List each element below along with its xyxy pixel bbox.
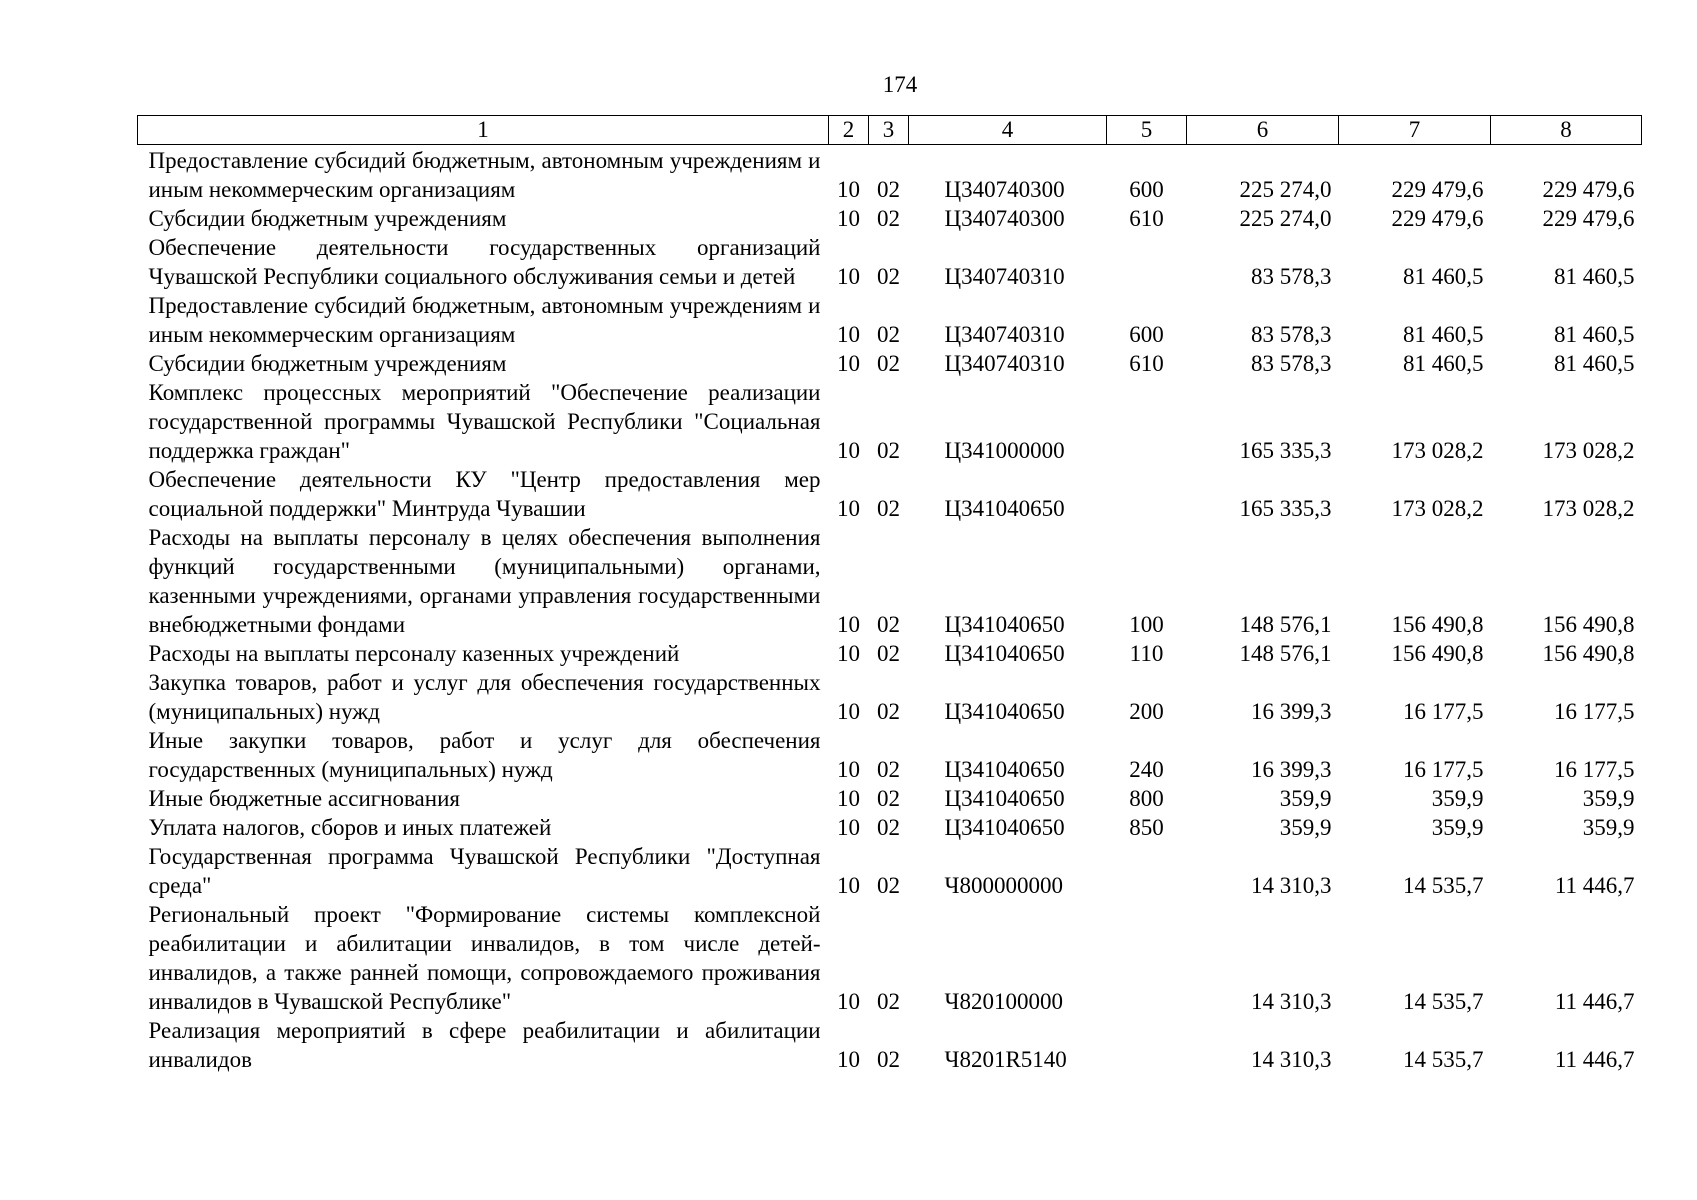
cell-year3: 16 177,5 [1554,757,1635,782]
cell-target-article: Ц341040650 [944,612,1065,637]
cell-expense-type: 600 [1129,177,1164,202]
cell-name: Расходы на выплаты персоналу в целях обеспечения выполнения функций государственными (муниципальными) органами, казенными учреждениями, органами управления государственными внебюджетными фондами [148,525,821,637]
cell-year2: 81 460,5 [1403,351,1484,376]
cell-year2: 14 535,7 [1403,873,1484,898]
cell-target-article: Ц340740310 [944,264,1065,289]
cell-expense-type [1107,233,1187,291]
table-row [138,900,1642,1016]
cell-subsection: 02 [877,815,900,840]
table-row [138,1016,1642,1074]
cell-year3: 359,9 [1582,786,1635,811]
cell-year1: 16 399,3 [1251,699,1332,724]
cell-expense-type: 850 [1129,815,1164,840]
cell-year2: 359,9 [1431,786,1484,811]
cell-year2: 81 460,5 [1403,264,1484,289]
cell-year3: 11 446,7 [1554,989,1635,1014]
col-header-section: 2 [829,116,869,145]
col-header-target-article: 4 [909,116,1107,145]
cell-subsection: 02 [877,699,900,724]
cell-section: 10 [837,612,860,637]
cell-section: 10 [837,1047,860,1072]
cell-target-article: Ц341000000 [944,438,1065,463]
cell-section: 10 [837,873,860,898]
cell-expense-type: 110 [1129,641,1164,666]
cell-target-article: Ч820100000 [944,989,1063,1014]
cell-name: Обеспечение деятельности государственных организаций Чувашской Республики социального обслуживания семьи и детей [148,235,821,289]
table-row [138,523,1642,639]
cell-section: 10 [837,786,860,811]
table-row [138,291,1642,349]
cell-name: Субсидии бюджетным учреждениям [148,351,507,376]
cell-year2: 16 177,5 [1403,757,1484,782]
cell-name: Иные закупки товаров, работ и услуг для обеспечения государственных (муниципальных) нужд [148,728,821,782]
table-row [138,784,1642,813]
cell-year1: 14 310,3 [1251,873,1332,898]
table-row [138,349,1642,378]
cell-target-article: Ц341040650 [944,699,1065,724]
cell-name: Региональный проект "Формирование системы комплексной реабилитации и абилитации инвалидов, в том числе детей-инвалидов, а также ранней помощи, сопровождаемого проживания инвалидов в Чувашской Республике" [148,902,821,1014]
cell-name: Государственная программа Чувашской Республики "Доступная среда" [148,844,821,898]
col-header-year3: 8 [1491,116,1642,145]
cell-subsection: 02 [877,1047,900,1072]
cell-name: Предоставление субсидий бюджетным, автономным учреждениям и иным некоммерческим организациям [148,148,821,202]
cell-year2: 14 535,7 [1403,989,1484,1014]
cell-target-article: Ц340740310 [944,351,1065,376]
cell-year1: 148 576,1 [1239,612,1332,637]
cell-year1: 165 335,3 [1239,438,1332,463]
cell-year3: 16 177,5 [1554,699,1635,724]
table-row [138,378,1642,465]
cell-name: Комплекс процессных мероприятий "Обеспечение реализации государственной программы Чувашской Республики "Социальная поддержка граждан" [148,380,821,463]
cell-name: Обеспечение деятельности КУ "Центр предоставления мер социальной поддержки" Минтруда Чувашии [148,467,821,521]
cell-year1: 225 274,0 [1239,206,1332,231]
cell-section: 10 [837,496,860,521]
cell-year3: 156 490,8 [1542,641,1635,666]
cell-year2: 173 028,2 [1391,438,1484,463]
cell-year1: 148 576,1 [1239,641,1332,666]
cell-year1: 83 578,3 [1251,351,1332,376]
cell-subsection: 02 [877,786,900,811]
cell-expense-type: 600 [1129,322,1164,347]
table-row [138,813,1642,842]
cell-section: 10 [837,641,860,666]
table-row [138,668,1642,726]
cell-year1: 14 310,3 [1251,989,1332,1014]
cell-year2: 173 028,2 [1391,496,1484,521]
table-row [138,145,1642,205]
cell-year1: 359,9 [1279,786,1332,811]
cell-section: 10 [837,264,860,289]
cell-year2: 156 490,8 [1391,612,1484,637]
cell-year1: 14 310,3 [1251,1047,1332,1072]
cell-target-article: Ц340740300 [944,177,1065,202]
table-row [138,726,1642,784]
cell-target-article: Ц341040650 [944,641,1065,666]
cell-year2: 229 479,6 [1391,206,1484,231]
cell-year2: 14 535,7 [1403,1047,1484,1072]
cell-subsection: 02 [877,322,900,347]
budget-table [137,115,1642,1074]
cell-section: 10 [837,757,860,782]
col-header-name: 1 [138,116,829,145]
cell-year2: 229 479,6 [1391,177,1484,202]
table-row [138,639,1642,668]
cell-target-article: Ц340740300 [944,206,1065,231]
cell-year3: 359,9 [1582,815,1635,840]
cell-section: 10 [837,815,860,840]
cell-expense-type [1107,842,1187,900]
cell-name: Субсидии бюджетным учреждениям [148,206,507,231]
table-body [138,145,1642,1075]
cell-expense-type [1107,900,1187,1016]
cell-year3: 173 028,2 [1542,438,1635,463]
cell-year3: 81 460,5 [1554,264,1635,289]
cell-year3: 11 446,7 [1554,1047,1635,1072]
col-header-expense-type: 5 [1107,116,1187,145]
cell-expense-type: 240 [1129,757,1164,782]
cell-year2: 156 490,8 [1391,641,1484,666]
cell-target-article: Ц341040650 [944,786,1065,811]
cell-year3: 229 479,6 [1542,177,1635,202]
cell-subsection: 02 [877,206,900,231]
cell-subsection: 02 [877,612,900,637]
cell-expense-type [1107,1016,1187,1074]
cell-expense-type: 800 [1129,786,1164,811]
cell-target-article: Ч800000000 [944,873,1063,898]
cell-section: 10 [837,206,860,231]
cell-name: Уплата налогов, сборов и иных платежей [148,815,552,840]
cell-subsection: 02 [877,989,900,1014]
cell-subsection: 02 [877,641,900,666]
cell-year3: 81 460,5 [1554,322,1635,347]
cell-subsection: 02 [877,351,900,376]
header-row [138,116,1642,145]
page-number: 174 [882,72,918,97]
col-header-subsection: 3 [869,116,909,145]
cell-name: Закупка товаров, работ и услуг для обеспечения государственных (муниципальных) нужд [148,670,821,724]
cell-subsection: 02 [877,264,900,289]
table-row [138,465,1642,523]
cell-year1: 359,9 [1279,815,1332,840]
cell-subsection: 02 [877,873,900,898]
cell-section: 10 [837,438,860,463]
cell-subsection: 02 [877,496,900,521]
table-header [138,116,1642,145]
cell-year1: 83 578,3 [1251,322,1332,347]
cell-year3: 81 460,5 [1554,351,1635,376]
cell-section: 10 [837,989,860,1014]
cell-name: Расходы на выплаты персоналу казенных учреждений [148,641,680,666]
cell-year1: 83 578,3 [1251,264,1332,289]
cell-section: 10 [837,322,860,347]
cell-expense-type [1107,378,1187,465]
cell-year3: 11 446,7 [1554,873,1635,898]
cell-target-article: Ц341040650 [944,496,1065,521]
col-header-year2: 7 [1339,116,1491,145]
cell-year1: 16 399,3 [1251,757,1332,782]
cell-target-article: Ч8201R5140 [944,1047,1067,1072]
cell-expense-type: 100 [1129,612,1164,637]
table-row [138,204,1642,233]
cell-expense-type: 200 [1129,699,1164,724]
cell-expense-type [1107,465,1187,523]
cell-year2: 16 177,5 [1403,699,1484,724]
cell-name: Предоставление субсидий бюджетным, автономным учреждениям и иным некоммерческим организациям [148,293,821,347]
cell-year1: 225 274,0 [1239,177,1332,202]
cell-year2: 359,9 [1431,815,1484,840]
cell-target-article: Ц341040650 [944,815,1065,840]
cell-name: Реализация мероприятий в сфере реабилитации и абилитации инвалидов [148,1018,821,1072]
cell-expense-type: 610 [1129,206,1164,231]
cell-target-article: Ц340740310 [944,322,1065,347]
cell-section: 10 [837,177,860,202]
cell-section: 10 [837,699,860,724]
col-header-year1: 6 [1187,116,1339,145]
cell-subsection: 02 [877,757,900,782]
cell-year2: 81 460,5 [1403,322,1484,347]
cell-year3: 173 028,2 [1542,496,1635,521]
table-row [138,233,1642,291]
cell-target-article: Ц341040650 [944,757,1065,782]
cell-year3: 229 479,6 [1542,206,1635,231]
table-row [138,842,1642,900]
cell-section: 10 [837,351,860,376]
cell-name: Иные бюджетные ассигнования [148,786,460,811]
cell-expense-type: 610 [1129,351,1164,376]
cell-year1: 165 335,3 [1239,496,1332,521]
cell-subsection: 02 [877,438,900,463]
cell-subsection: 02 [877,177,900,202]
cell-year3: 156 490,8 [1542,612,1635,637]
